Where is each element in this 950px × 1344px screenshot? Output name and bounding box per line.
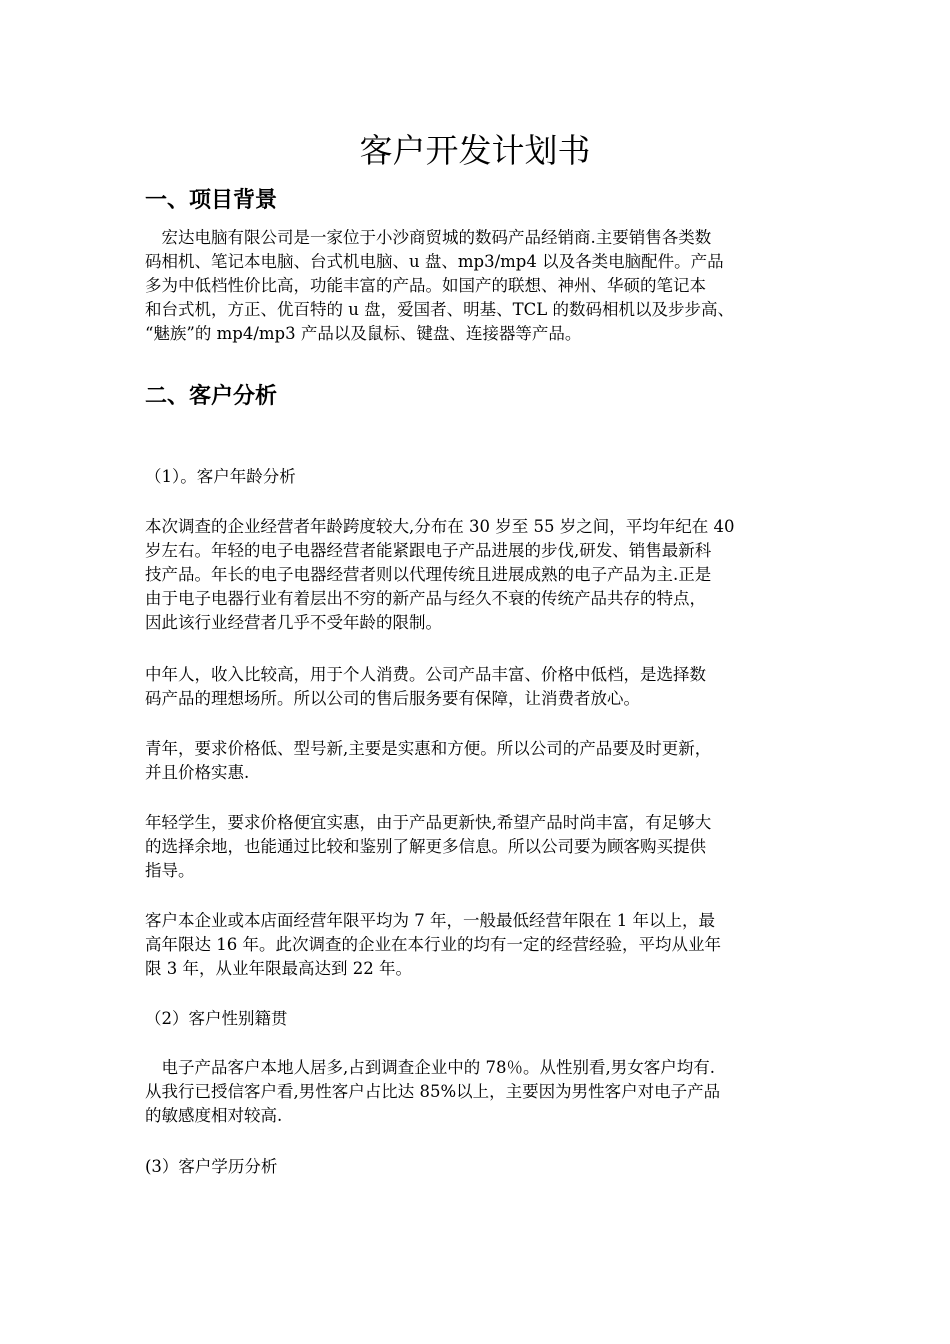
students-paragraph: 年轻学生，要求价格便宜实惠，由于产品更新快,希望产品时尚丰富，有足够大 的选择余地，也能通过比较和鉴别了解更多信息。所以公司要为顾客购买提供 指导。 bbox=[145, 813, 712, 880]
section-heading-customer-analysis: 二、客户分析 bbox=[145, 384, 278, 409]
subheading-education: (3）客户学历分析 bbox=[145, 1157, 278, 1176]
age-paragraph: 本次调查的企业经营者年龄跨度较大,分布在 30 岁至 55 岁之间，平均年纪在 40 岁左右。年轻的电子电器经营者能紧跟电子产品进展的步伐,研发、销售最新科 技产品。年长的电子电器经营者则以代理传统且进展成熟的电子产品为主.正是 由于电子电器行业有着层出不穷的新产品与经久不衰的传统产品共存的特点， 因此该行业经营者几乎不受年龄的限制。 bbox=[145, 517, 735, 632]
section-heading-background: 一、项目背景 bbox=[145, 188, 278, 213]
operating-years-paragraph: 客户本企业或本店面经营年限平均为 7 年，一般最低经营年限在 1 年以上，最 高年限达 16 年。此次调查的企业在本行业的均有一定的经营经验，平均从业年 限 3 年，从业年限最高达到 22 年。 bbox=[145, 911, 721, 978]
youth-paragraph: 青年，要求价格低、型号新,主要是实惠和方便。所以公司的产品要及时更新， 并且价格实惠. bbox=[145, 739, 712, 782]
middle-aged-paragraph: 中年人，收入比较高，用于个人消费。公司产品丰富、价格中低档，是选择数 码产品的理想场所。所以公司的售后服务要有保障，让消费者放心。 bbox=[145, 665, 706, 708]
document-title: 客户开发计划书 bbox=[359, 131, 591, 170]
background-paragraph: 宏达电脑有限公司是一家位于小沙商贸城的数码产品经销商.主要销售各类数 码相机、笔记本电脑、台式机电脑、u 盘、mp3/mp4 以及各类电脑配件。产品 多为中低档性价比高，功能丰富的产品。如国产的联想、神州、华硕的笔记本 和台式机，方正、优百特的 u 盘，爱国者、明基、TCL 的数码相机以及步步高、 “魅族”的 mp4/mp3 产品以及鼠标、键盘、连接器等产品。 bbox=[145, 228, 734, 343]
gender-paragraph: 电子产品客户本地人居多,占到调查企业中的 78％。从性别看,男女客户均有. 从我行已授信客户看,男性客户占比达 85%以上，主要因为男性客户对电子产品 的敏感度相对较高. bbox=[145, 1058, 721, 1125]
subheading-age: （1）。客户年龄分析 bbox=[145, 467, 296, 486]
subheading-gender: （2）客户性别籍贯 bbox=[145, 1009, 288, 1028]
